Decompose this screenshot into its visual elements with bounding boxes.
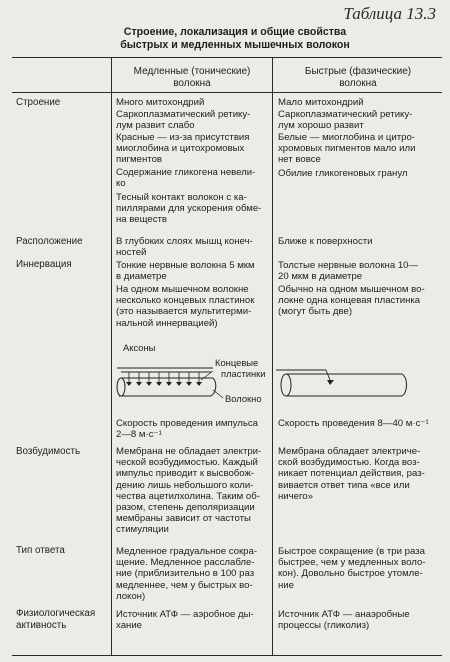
structure-fast-3: Белые — миоглобина и цитро- хромовых пигментов мало или нет вовсе [278,132,416,166]
innervation-fast-2: Обычно на одном мышечном во- локне одна концевая пластинка (могут быть две) [278,284,425,318]
axons-label: Аксоны [123,342,156,353]
endplates-label-line-1: Концевые [215,357,259,368]
label-physiology: Физиологическая активность [16,608,96,631]
physiology-slow: Источник АТФ — аэробное ды- хание [116,609,254,632]
location-slow: В глубоких слоях мышц конеч- ностей [116,236,253,259]
fast-fiber-body [286,374,402,396]
label-excitability: Возбудимость [16,446,81,457]
structure-slow-4: Содержание гликогена невели- ко [116,167,256,190]
structure-fast-4: Обилие гликогеновых гранул [278,168,408,179]
response-fast: Быстрое сокращение (в три раза быстрее, чем у медленных воло- кон). Довольно быстрое утомле- ние [278,546,426,591]
bottom-rule [12,655,442,656]
excitability-slow: Мембрана не обладает электри- ческой возбудимостью. Каждый импульс приводит к высвобож- дению лишь небольшого коли- чества ацетилхолина. Таким об- разом, степень деполяризации мембраны зависит от частоты стимуляции [116,446,262,536]
structure-slow-2: Саркоплазматический ретику- лум развит слабо [116,109,251,132]
fast-fiber-right-end [402,374,407,396]
fiber-label: Волокно [225,393,262,404]
header-rule [12,92,442,93]
fast-fiber-left-end [281,374,291,396]
label-response: Тип ответа [16,545,65,556]
location-fast: Ближе к поверхности [278,236,373,247]
endplates-label-line-2: пластинки [221,368,266,379]
response-slow: Медленное градуальное сокра- щение. Медленное расслабле- ние (приблизительно в 100 раз медленнее, чем у быстрых во- локон) [116,546,258,602]
label-location: Расположение [16,236,83,247]
fast-axon-drop [326,370,330,380]
table-title [70,26,400,52]
column-divider-1 [111,57,112,656]
innervation-slow-speed: Скорость проведения импульса 2—8 м·с⁻¹ [116,418,258,441]
structure-slow-3: Красные — из-за присутствия миоглобина и цитохромовых пигментов [116,132,250,166]
column-divider-2 [272,57,273,656]
title-line-1: Строение, локализация и общие свойства [123,26,347,38]
table-number: Таблица 13.3 [343,4,436,23]
fiber-end [117,378,125,396]
innervation-slow-1: Тонкие нервные волокна 5 мкм в диаметре [116,260,255,283]
label-innervation: Иннервация [16,259,72,270]
endplate-heads [126,382,202,386]
structure-fast-1: Мало митохондрий [278,97,364,108]
fiber-right-end [211,378,216,396]
endplates-label [215,357,266,379]
header-fast: Быстрые (фазические) волокна [304,66,412,89]
structure-slow-5: Тесный контакт волокон с ка- пиллярами для ускорения обме- на веществ [116,192,262,226]
innervation-fast-1: Толстые нервные волокна 10— 20 мкм в диаметре [278,260,419,283]
header-slow: Медленные (тонические) волокна [133,66,251,89]
top-rule [12,57,442,58]
structure-slow-1: Много митохондрий [116,97,205,108]
title-line-2: быстрых и медленных мышечных волокон [120,39,350,51]
innervation-slow-2: На одном мышечном волокне несколько концевых пластинок (это называется мультитерми- нальной иннервацией) [116,284,255,329]
fast-fiber-diagram [274,352,440,412]
fiber-leader [213,390,223,398]
fast-endplate [327,380,334,385]
excitability-fast: Мембрана обладает электриче- ской возбудимостью. Когда воз- никает потенциал действия, раз- вивается ответ типа «все или ничего» [278,446,425,502]
endplates [129,372,199,382]
label-structure: Строение [16,97,61,108]
slow-fiber-diagram [113,338,271,412]
innervation-fast-speed: Скорость проведения 8—40 м·с⁻¹ [278,418,429,429]
physiology-fast: Источник АТФ — анаэробные процессы (гликолиз) [278,609,410,632]
structure-fast-2: Саркоплазматический ретику- лум хорошо развит [278,109,413,132]
